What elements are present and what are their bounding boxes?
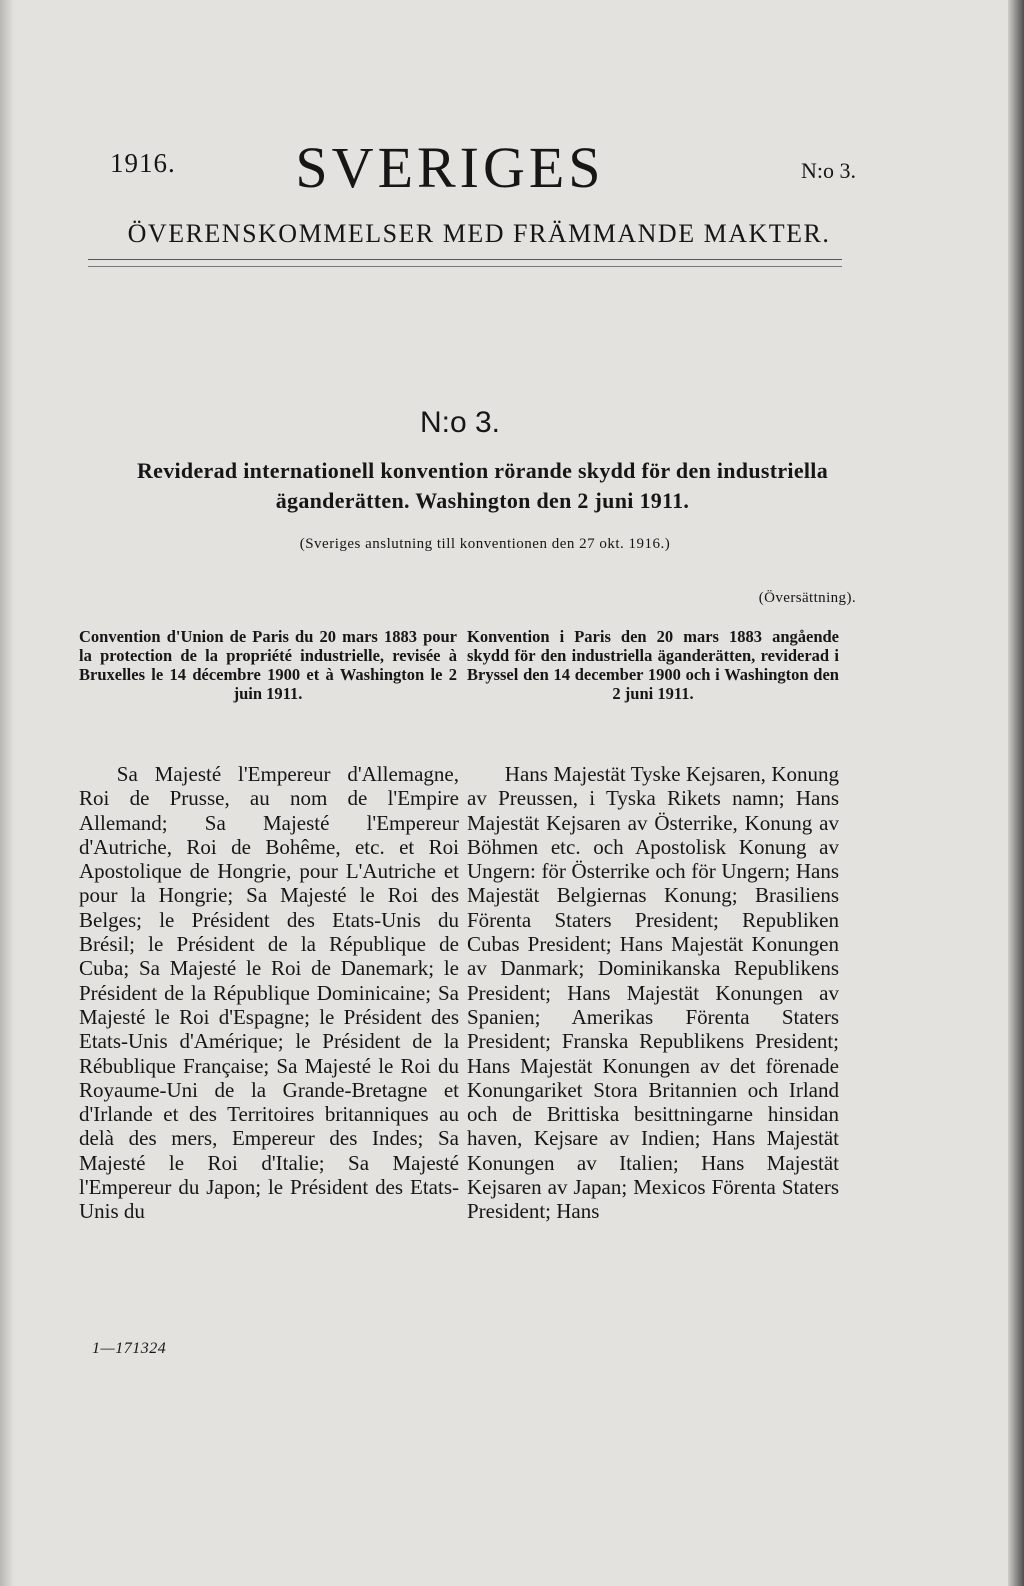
accession-note: (Sveriges anslutning till konventionen den 27 okt. 1916.) — [299, 536, 671, 552]
header-year: 1916. — [110, 148, 176, 178]
french-column-heading: Convention d'Union de Paris du 20 mars 1883 pour la protection de la propriété industrielle, revisée à Bruxelles le 14 décembre 1900 et à Washington le 2 juin 1911. — [79, 627, 457, 703]
translation-note: (Översättning). — [758, 590, 856, 606]
treaty-number: N:o 3. — [419, 406, 501, 439]
french-column-body: Sa Majesté l'Empereur d'Allemagne, Roi de Prusse, au nom de l'Empire Allemand; Sa Majesté l'Empereur d'Autriche, Roi de Bohême, etc. et Roi Apostolique de Hongrie, pour L'Autriche et pour la Hongrie; Sa Majesté le Roi des Belges; le Président des Etats-Unis du Brésil; le Président de la République de Cuba; Sa Majesté le Roi de Danemark; le Président de la République Dominicaine; Sa Majesté le Roi d'Espagne; le Président des Etats-Unis d'Amérique; le Président de la Rébublique Française; Sa Majesté le Roi du Royaume-Uni de la Grande-Bretagne et d'Irlande et des Territoires britanniques au delà des mers, Empereur des Indes; Sa Majesté le Roi d'Italie; Sa Majesté l'Empereur du Japon; le Président des Etats-Unis du — [79, 762, 459, 1224]
header-title: SVERIGES — [295, 135, 605, 200]
swedish-column-heading: Konvention i Paris den 20 mars 1883 angående skydd för den industriella äganderätten, reviderad i Bryssel den 14 december 1900 och i Washington den 2 juni 1911. — [467, 627, 839, 703]
header-rule — [88, 259, 842, 260]
header-issue-number: N:o 3. — [801, 158, 856, 183]
printer-signature-mark: 1—171324 — [92, 1340, 167, 1357]
treaty-title: Reviderad internationell konvention rörande skydd för den industriella äganderätten. Washington den 2 juni 1911. — [136, 458, 829, 513]
header-subtitle: ÖVERENSKOMMELSER MED FRÄMMANDE MAKTER. — [127, 219, 831, 248]
swedish-column-body: Hans Majestät Tyske Kejsaren, Konung av Preussen, i Tyska Rikets namn; Hans Majestät Kejsaren av Österrike, Konung av Böhmen etc. och Apostolisk Konung av Ungern: för Österrike och för Ungern; Hans Majestät Belgiernas Konung; Brasiliens Förenta Staters President; Republiken Cubas President; Hans Majestät Konungen av Danmark; Dominikanska Republikens President; Hans Majestät Konungen av Spanien; Amerikas Förenta Staters President; Franska Republikens President; Hans Majestät Konungen av det förenade Konungariket Stora Britannien och Irland och de Brittiska besittningarne hinsidan haven, Kejsare av Indien; Hans Majestät Konungen av Italien; Hans Majestät Kejsaren av Japan; Mexicos Förenta Staters President; Hans — [467, 762, 839, 1224]
header-rule-secondary — [88, 266, 842, 267]
